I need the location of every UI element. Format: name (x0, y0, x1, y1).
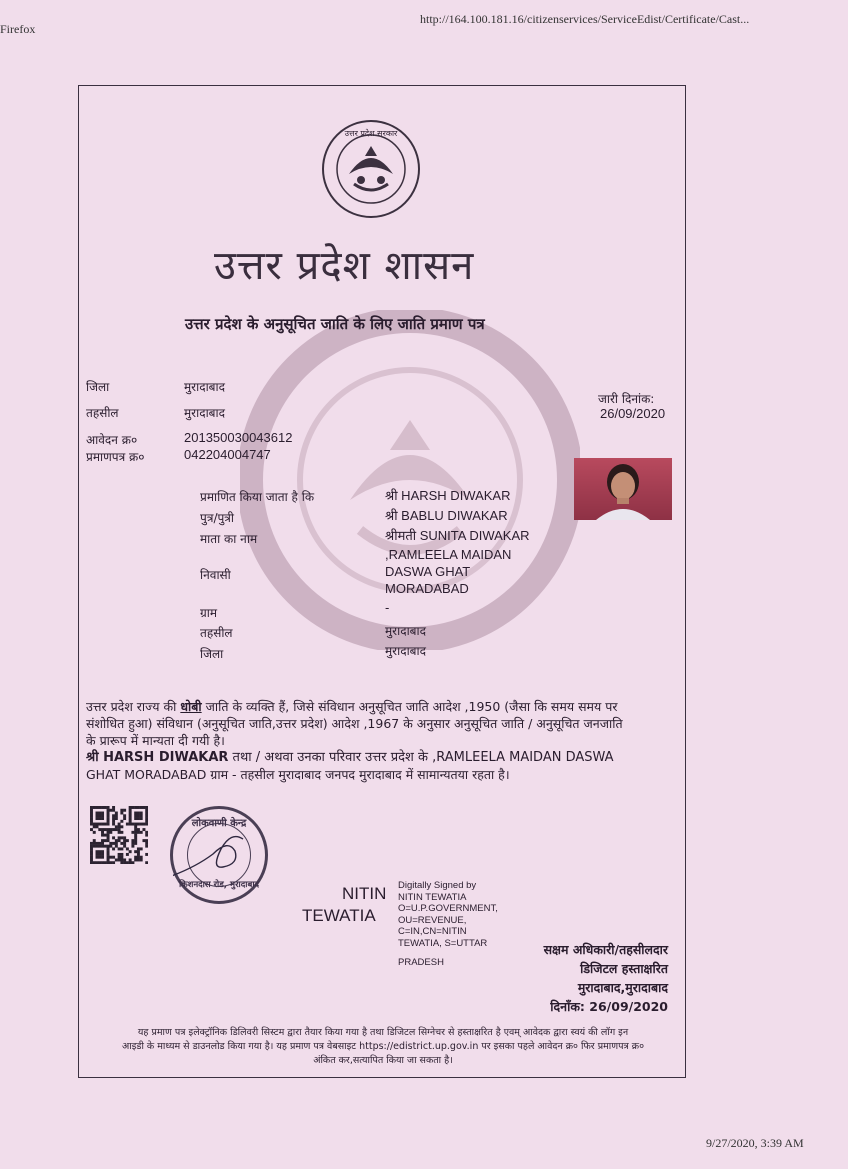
qr-code (90, 806, 148, 864)
digital-signature-line: PRADESH (398, 957, 444, 968)
certify-label: प्रमाणित किया जाता है कि (200, 490, 315, 504)
resident-label: निवासी (200, 568, 231, 582)
paragraph-line-4 (86, 749, 682, 766)
paragraph-line-2: संशोधित हुआ) संविधान (अनुसूचित जाति,उत्तर प्रदेश) आदेश ,1967 के अनुसार अनुसूचित जाति / अनुसूचित जनजाति (86, 716, 623, 731)
digital-signature-line: OU=REVENUE, (398, 914, 467, 926)
paragraph-text: जाति के व्यक्ति हैं, जिसे संविधान अनुसूचित जाति आदेश ,1950 (जैसा कि समय समय पर (201, 699, 618, 714)
page-url[interactable]: http://164.100.181.16/citizenservices/ServiceEdist/Certificate/Cast... (420, 12, 750, 26)
detail-tehsil-label: तहसील (200, 626, 233, 640)
detail-tehsil-value: मुरादाबाद (385, 624, 427, 638)
footer-line-3: अंकित कर,सत्यापित किया जा सकता है। (313, 1055, 453, 1066)
digital-signature-line: Digitally Signed by (398, 880, 477, 891)
stamp-top-text: लोकवाणी केन्द्र (191, 818, 247, 829)
authority-block (520, 940, 668, 1016)
signer-last-name: TEWATIA (302, 906, 376, 925)
village-value: - (385, 600, 390, 615)
mother-name: श्रीमती SUNITA DIWAKAR (385, 528, 530, 543)
certificate-number: 042204004747 (184, 447, 271, 462)
address-line: ,RAMLEELA MAIDAN (385, 547, 512, 562)
application-number-label: आवेदन क्र० (86, 433, 138, 447)
browser-app-name: Firefox (0, 22, 36, 36)
digital-signature-line: O=U.P.GOVERNMENT, (398, 903, 498, 914)
tehsil-value: मुरादाबाद (184, 406, 226, 420)
applicant-name: श्री HARSH DIWAKAR (385, 488, 511, 503)
handwritten-signature (173, 809, 265, 901)
footer-line-2: आइडी के माध्यम से डाउनलोड किया गया है। यह प्रमाण पत्र वेबसाइट https://edistrict.up.gov.in पर इसका पहले आवेदन क्र० फिर प्रमाणपत्र क्र० (121, 1041, 645, 1052)
applicant-name-bold: श्री HARSH DIWAKAR (86, 750, 229, 765)
issue-date: 26/09/2020 (600, 406, 666, 421)
certificate-border (78, 85, 686, 1078)
issue-date-label: जारी दिनांक: (598, 392, 655, 406)
certificate-subtitle: उत्तर प्रदेश के अनुसूचित जाति के लिए जाति प्रमाण पत्र (185, 315, 485, 333)
emblem-text: उत्तर प्रदेश सरकार (344, 129, 398, 138)
print-timestamp: 9/27/2020, 3:39 AM (706, 1136, 804, 1150)
mother-label: माता का नाम (200, 532, 258, 546)
certificate-number-label: प्रमाणपत्र क्र० (86, 450, 145, 464)
stamp-bottom-text: किशनदास रोड, मुरादाबाद (178, 880, 260, 890)
authority-date: दिनाँक: 26/09/2020 (550, 999, 668, 1014)
authority-title: सक्षम अधिकारी/तहसीलदार (543, 942, 668, 957)
district-label: जिला (86, 380, 110, 394)
office-stamp (170, 806, 268, 904)
digital-signature-line: TEWATIA, S=UTTAR (398, 937, 488, 949)
district-value: मुरादाबाद (184, 380, 226, 394)
detail-district-label: जिला (200, 647, 224, 661)
digital-signature-details (398, 880, 498, 969)
up-emblem (322, 120, 420, 218)
detail-district-value: मुरादाबाद (385, 644, 427, 658)
paragraph-text: उत्तर प्रदेश राज्य की (86, 699, 181, 714)
certificate-paragraph (86, 698, 682, 783)
application-number: 201350030043612 (184, 430, 293, 445)
father-name: श्री BABLU DIWAKAR (385, 508, 508, 523)
address-line: MORADABAD (385, 581, 469, 596)
footer-note (88, 1026, 678, 1068)
paragraph-line-3: के प्रारूप में मान्यता दी गयी है। (86, 733, 225, 748)
page-title: उत्तर प्रदेश शासन (214, 243, 475, 289)
digital-signature-line: C=IN,CN=NITIN (398, 926, 467, 937)
caste-name: धोबी (180, 699, 202, 714)
authority-digital: डिजिटल हस्ताक्षरित (580, 961, 668, 976)
resident-address (385, 546, 511, 597)
village-label: ग्राम (200, 606, 218, 620)
paragraph-line-5: GHAT MORADABAD ग्राम - तहसील मुरादाबाद जनपद मुरादाबाद में सामान्यतया रहता है। (86, 767, 510, 782)
child-of-label: पुत्र/पुत्री (200, 511, 235, 525)
digital-signature-line: NITIN TEWATIA (398, 891, 467, 903)
tehsil-label: तहसील (86, 406, 119, 420)
signer-first-name: NITIN (342, 884, 387, 903)
footer-line-1: यह प्रमाण पत्र इलेक्ट्रॉनिक डिलिवरी सिस्टम द्वारा तैयार किया गया है तथा डिजिटल सिग्नेचर से हस्ताक्षरित है एवम् आवेदक द्वारा स्वयं की लॉग इन (137, 1027, 629, 1038)
authority-place: मुरादाबाद,मुरादाबाद (577, 980, 668, 995)
applicant-photo (574, 458, 672, 520)
paragraph-text: तथा / अथवा उनका परिवार उत्तर प्रदेश के ,RAMLEELA MAIDAN DASWA (228, 750, 614, 765)
address-line: DASWA GHAT (385, 564, 471, 579)
paragraph-line-1 (86, 698, 682, 715)
